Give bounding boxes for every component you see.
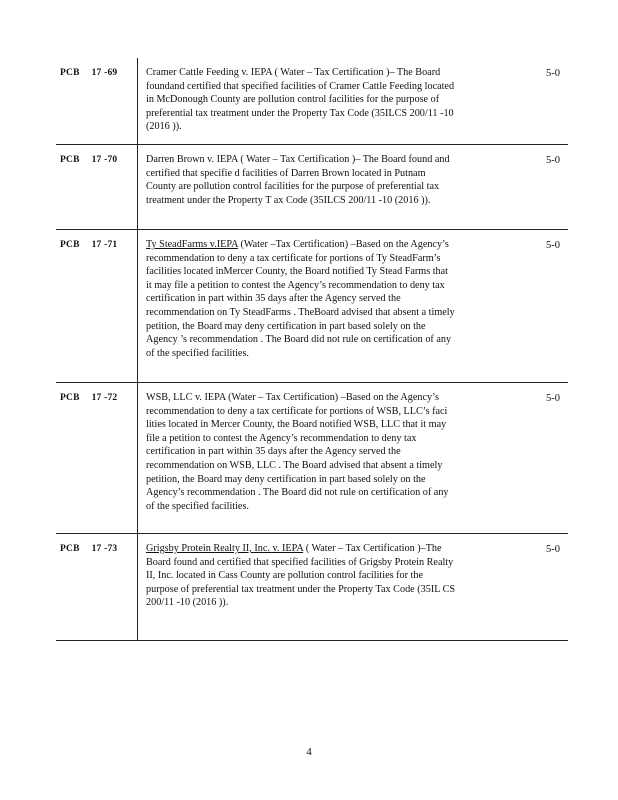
case-number xyxy=(60,68,117,78)
table-row xyxy=(56,383,568,534)
case-docket: 17 -72 xyxy=(91,393,118,403)
case-body: Cramer Cattle Feeding v. IEPA ( Water – Tax Certification )– The Board foundand certified that specified facilities of Cramer Cattle Feeding located in McDonough County are pollution control facilities for the purpose of preferential tax treatment under the Property Tax Code (35ILCS 200/11 -10 (2016 )). xyxy=(146,67,455,133)
case-prefix: PCB xyxy=(60,68,80,78)
case-docket: 17 -70 xyxy=(91,155,118,165)
case-docket: 17 -69 xyxy=(91,68,118,78)
case-prefix: PCB xyxy=(60,240,80,250)
case-docket: 17 -73 xyxy=(91,544,118,554)
case-prefix: PCB xyxy=(60,544,80,554)
case-body: ( Water – Tax Certification )–The Board found and certified that specified facilities of Grigsby Protein Realty II, Inc. located in Cass County are pollution control facilities for the purpose of preferential tax treatment under the Property Tax Code (35IL CS 200/11 -10 (2016 )). xyxy=(146,543,456,609)
table-row xyxy=(56,230,568,383)
vote-tally: 5-0 xyxy=(546,68,560,79)
vote-tally: 5-0 xyxy=(546,393,560,404)
case-title: Ty SteadFarms v.IEPA xyxy=(146,239,238,250)
case-description xyxy=(137,145,462,229)
case-number xyxy=(60,544,117,554)
case-description xyxy=(137,58,462,144)
table-row xyxy=(56,58,568,145)
case-number xyxy=(60,240,117,250)
vote-tally: 5-0 xyxy=(546,155,560,166)
vote-tally: 5-0 xyxy=(546,544,560,555)
case-number xyxy=(60,155,117,165)
case-title: Grigsby Protein Realty II, Inc. v. IEPA xyxy=(146,543,304,554)
case-body: (Water –Tax Certification) –Based on the Agency’s recommendation to deny a tax certificate for portions of Ty SteadFarm’s facilities located inMercer County, the Board notified Ty Stead Farms that it may file a petition to contest the Agency’s recommendation to deny tax certification in part within 35 days after the Agency served the recommendation on Ty SteadFarms . TheBoard advised that absent a timely petition, the Board may deny certification in part based solely on the Agency ’s recommendation . The Board did not rule on certification of any of the specified facilities. xyxy=(146,239,455,359)
case-docket: 17 -71 xyxy=(91,240,118,250)
case-body: Darren Brown v. IEPA ( Water – Tax Certification )– The Board found and certified that specifie d facilities of Darren Brown located in Putnam County are pollution control facilities for the purpose of preferential tax treatment under the Property T ax Code (35ILCS 200/11 -10 (2016 )). xyxy=(146,154,450,206)
page-number: 4 xyxy=(306,746,312,758)
case-description xyxy=(137,534,462,640)
case-number xyxy=(60,393,117,403)
case-table xyxy=(56,58,568,641)
case-body: WSB, LLC v. IEPA (Water – Tax Certification) –Based on the Agency’s recommendation to deny a tax certificate for portions of WSB, LLC’s faci lities located in Mercer County, the Board notified WSB, LLC that it may file a petition to contest the Agency’s recommendation to deny tax certification in part within 35 days after the Agency served the recommendation on WSB, LLC . The Board advised that absent a timely petition, the Board may deny certification in part based solely on the Agency’s recommendation . The Board did not rule on certification of any of the specified facilities. xyxy=(146,392,449,512)
case-description xyxy=(137,383,462,533)
table-row xyxy=(56,145,568,230)
case-prefix: PCB xyxy=(60,155,80,165)
vote-tally: 5-0 xyxy=(546,240,560,251)
case-prefix: PCB xyxy=(60,393,80,403)
table-row xyxy=(56,534,568,641)
case-description xyxy=(137,230,462,382)
